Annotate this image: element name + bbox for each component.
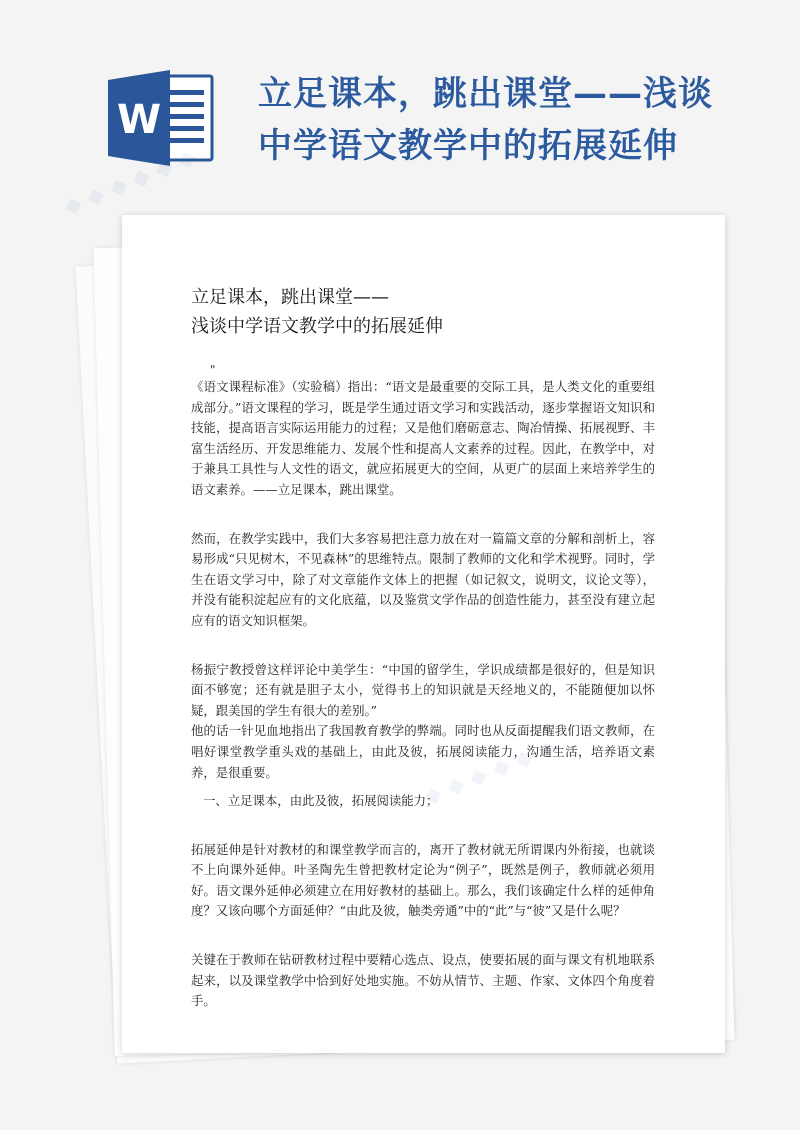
paragraph-3: 杨振宁教授曾这样评论中美学生：“中国的留学生，学识成绩都是很好的，但是知识面不够宽；还有就是胆子太小，觉得书上的知识就是天经地义的，不能随便加以怀疑，跟美国的学生有很大的差别。” [191,661,655,718]
document-content [191,283,655,1012]
header [0,0,800,200]
document-page [122,215,725,1053]
document-title-line2: 浅谈中学语文教学中的拓展延伸 [191,316,443,337]
watermark: ◆ ◆ ◆ ◆ ◆ ◆ [60,144,200,221]
header-title-line2: 中学语文教学中的拓展延伸 [258,126,678,166]
word-document-icon [108,68,216,168]
paragraph-2: 然而，在教学实践中，我们大多容易把注意力放在对一篇篇文章的分解和剖析上，容易形成“只见树木，不见森林”的思维特点。限制了教师的文化和学术视野。同时，学生在语文学习中，除了对文章能作文体上的把握（如记叙文，说明文，议论文等），并没有能积淀起应有的文化底蕴，以及鉴赏文学作品的创造性能力，甚至没有建立起应有的语文知识框架。 [191,530,655,628]
word-icon-letter: W [116,97,162,143]
header-title [258,68,778,172]
paragraph-6: 关键在于教师在钻研教材过程中要精心选点、设点，使要拓展的面与课文有机地联系起来，以及课堂教学中恰到好处地实施。不妨从情节、主题、作家、文体四个角度着手。 [191,952,655,1009]
section-heading-1: 一、立足课本，由此及彼，拓展阅读能力； [203,793,439,809]
header-title-line1: 立足课本，跳出课堂——浅谈 [258,74,713,114]
document-title-line1: 立足课本，跳出课堂—— [191,287,389,308]
paragraph-4: 他的话一针见血地指出了我国教育教学的弊端。同时也从反面提醒我们语文教师，在唱好课堂教学重头戏的基础上，由此及彼，拓展阅读能力，沟通生活，培养语文素养，是很重要。 [191,723,655,780]
paragraph-5: 拓展延伸是针对教材的和课堂教学而言的，离开了教材就无所谓课内外衔接，也就谈不上向课外延伸。叶圣陶先生曾把教材定论为“例子”，既然是例子，教师就必须用好。语文课外延伸必须建立在用好教材的基础上。那么，我们该确定什么样的延伸角度？又该向哪个方面延伸？“由此及彼，触类旁通”中的“此”与“彼”又是什么呢？ [191,841,655,919]
document-title [191,283,655,341]
quote-mark: " [210,363,216,377]
paragraph-1: 《语文课程标准》（实验稿）指出：“语文是最重要的交际工具，是人类文化的重要组成部分。”语文课程的学习，既是学生通过语文学习和实践活动，逐步掌握语文知识和技能，提高语言实际运用能力的过程；又是他们磨砺意志、陶冶情操、拓展视野、丰富生活经历、开发思维能力、发展个性和提高人文素养的过程。因此，在教学中，对于兼具工具性与人文性的语文，就应拓展更大的空间，从更广的层面上来培养学生的语文素养。——立足课本，跳出课堂。 [191,379,655,497]
